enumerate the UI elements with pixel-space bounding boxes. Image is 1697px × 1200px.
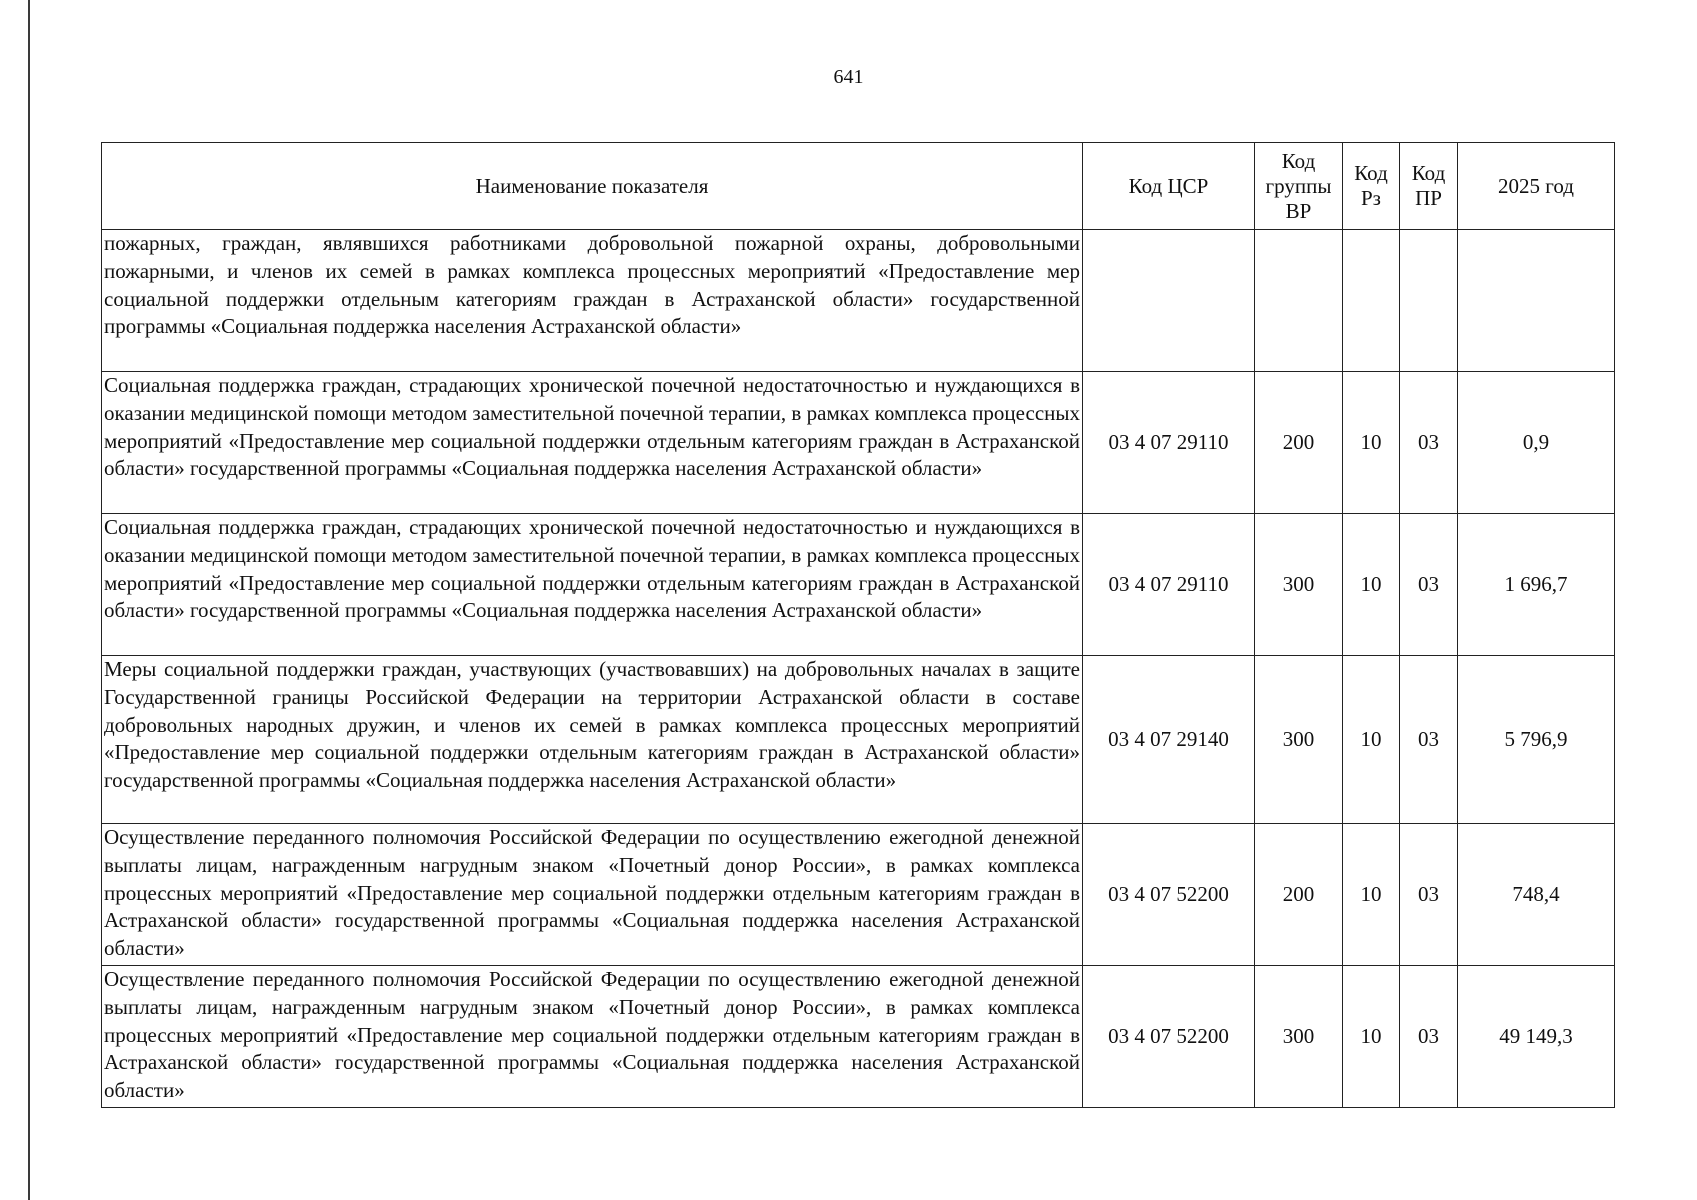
row-amount-cell: 748,4 [1458,824,1615,966]
row-csr-cell: 03 4 07 52200 [1083,966,1255,1108]
row-pr-cell: 03 [1400,966,1458,1108]
table-row [102,230,1615,372]
row-name-cell: Меры социальной поддержки граждан, участвующих (участвовавших) на добровольных началах в защите Государственной границы Российской Федерации на территории Астраханской области в составе добровольных народных дружин, и членов их семей в рамках комплекса процессных мероприятий «Предоставление мер социальной поддержки отдельным категориям граждан в Астраханской области» государственной программы «Социальная поддержка населения Астраханской области» [102,656,1083,824]
row-rz-cell [1343,230,1400,372]
scan-edge-line [28,0,30,1200]
budget-table [101,142,1615,1108]
row-rz-cell: 10 [1343,966,1400,1108]
header-pr-code: Код ПР [1400,143,1458,230]
row-vr-cell: 300 [1255,514,1343,656]
row-vr-cell: 200 [1255,824,1343,966]
table-row [102,514,1615,656]
header-vr-code: Код группы ВР [1255,143,1343,230]
header-year-2025: 2025 год [1458,143,1615,230]
row-rz-cell: 10 [1343,656,1400,824]
row-amount-cell: 1 696,7 [1458,514,1615,656]
row-csr-cell: 03 4 07 52200 [1083,824,1255,966]
header-csr-code: Код ЦСР [1083,143,1255,230]
row-name-cell: Осуществление переданного полномочия Российской Федерации по осуществлению ежегодной денежной выплаты лицам, награжденным нагрудным знаком «Почетный донор России», в рамках комплекса процессных мероприятий «Предоставление мер социальной поддержки отдельным категориям граждан в Астраханской области» государственной программы «Социальная поддержка населения Астраханской области» [102,824,1083,966]
row-name-cell: Социальная поддержка граждан, страдающих хронической почечной недостаточностью и нуждающихся в оказании медицинской помощи методом заместительной почечной терапии, в рамках комплекса процессных мероприятий «Предоставление мер социальной поддержки отдельным категориям граждан в Астраханской области» государственной программы «Социальная поддержка населения Астраханской области» [102,514,1083,656]
row-rz-cell: 10 [1343,824,1400,966]
row-rz-cell: 10 [1343,372,1400,514]
row-amount-cell: 5 796,9 [1458,656,1615,824]
table-row [102,372,1615,514]
row-csr-cell: 03 4 07 29110 [1083,514,1255,656]
table-row [102,966,1615,1108]
header-name: Наименование показателя [102,143,1083,230]
row-pr-cell [1400,230,1458,372]
row-csr-cell: 03 4 07 29140 [1083,656,1255,824]
row-vr-cell: 200 [1255,372,1343,514]
row-vr-cell: 300 [1255,656,1343,824]
row-csr-cell: 03 4 07 29110 [1083,372,1255,514]
row-amount-cell [1458,230,1615,372]
row-name-cell: Осуществление переданного полномочия Российской Федерации по осуществлению ежегодной денежной выплаты лицам, награжденным нагрудным знаком «Почетный донор России», в рамках комплекса процессных мероприятий «Предоставление мер социальной поддержки отдельным категориям граждан в Астраханской области» государственной программы «Социальная поддержка населения Астраханской области» [102,966,1083,1108]
row-amount-cell: 0,9 [1458,372,1615,514]
row-csr-cell [1083,230,1255,372]
row-rz-cell: 10 [1343,514,1400,656]
header-rz-code: Код Рз [1343,143,1400,230]
row-pr-cell: 03 [1400,372,1458,514]
row-name-cell: Социальная поддержка граждан, страдающих хронической почечной недостаточностью и нуждающихся в оказании медицинской помощи методом заместительной почечной терапии, в рамках комплекса процессных мероприятий «Предоставление мер социальной поддержки отдельным категориям граждан в Астраханской области» государственной программы «Социальная поддержка населения Астраханской области» [102,372,1083,514]
table-row [102,656,1615,824]
row-vr-cell: 300 [1255,966,1343,1108]
page-number: 641 [833,66,864,88]
table-row [102,824,1615,966]
row-pr-cell: 03 [1400,824,1458,966]
row-amount-cell: 49 149,3 [1458,966,1615,1108]
table-header-row [102,143,1615,230]
row-pr-cell: 03 [1400,656,1458,824]
row-pr-cell: 03 [1400,514,1458,656]
row-vr-cell [1255,230,1343,372]
row-name-cell: пожарных, граждан, являвшихся работниками добровольной пожарной охраны, добровольными пожарными, и членов их семей в рамках комплекса процессных мероприятий «Предоставление мер социальной поддержки отдельным категориям граждан в Астраханской области» государственной программы «Социальная поддержка населения Астраханской области» [102,230,1083,372]
